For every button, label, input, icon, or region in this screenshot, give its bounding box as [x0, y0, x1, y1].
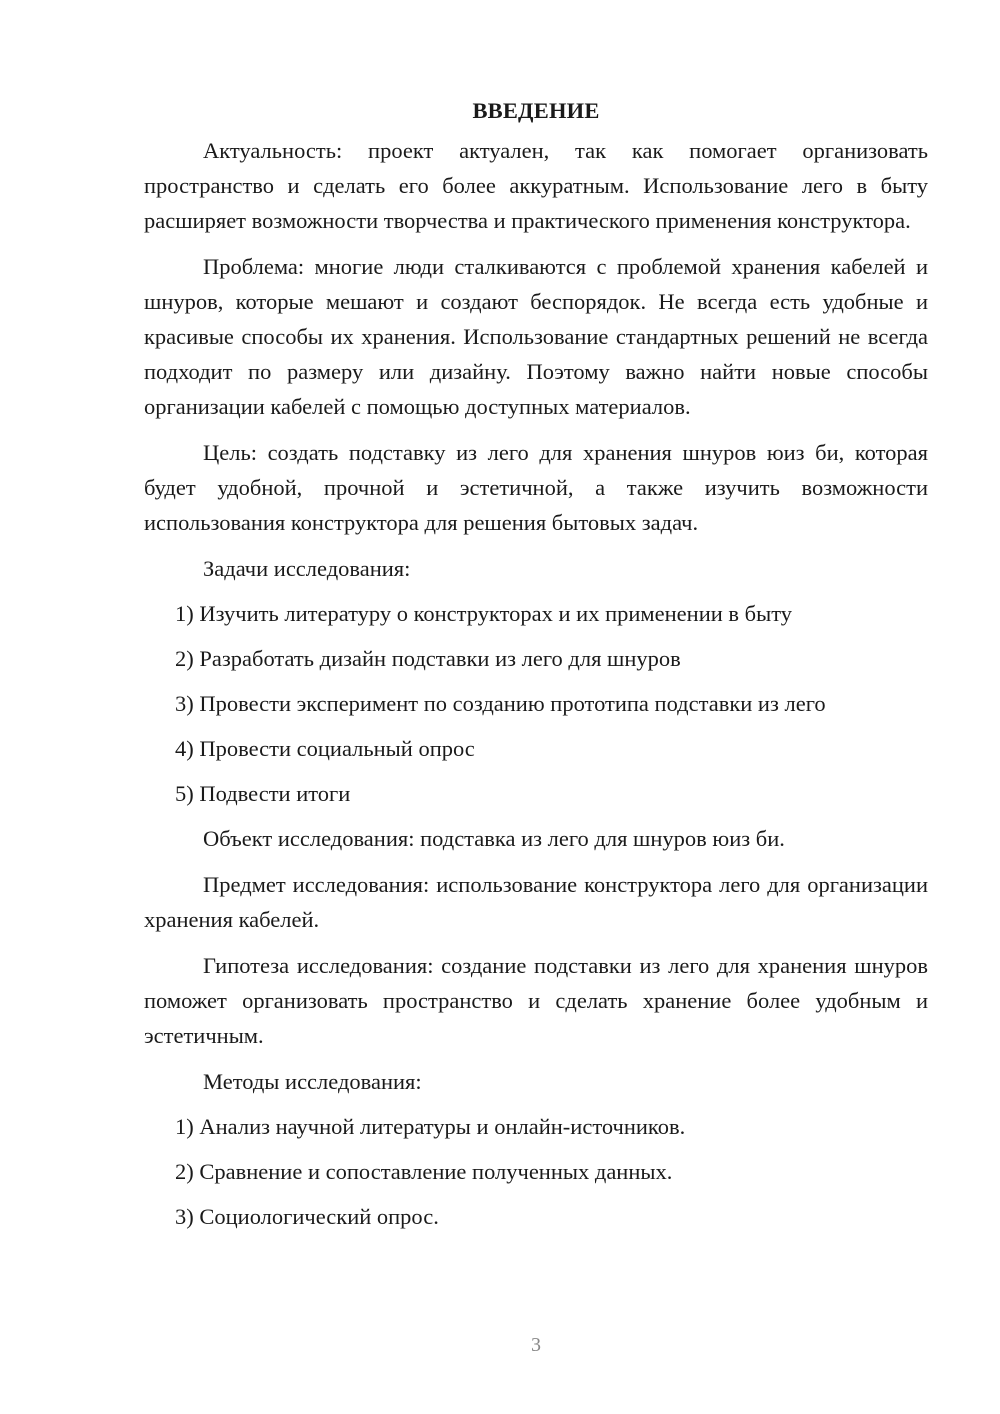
- list-item: 5) Подвести итоги: [175, 781, 351, 806]
- hypothesis-paragraph: Гипотеза исследования: создание подставки из лего для хранения шнуров поможет организовать пространство и сделать хранение более удобным и эстетичным.: [144, 953, 928, 1048]
- document-body: [144, 93, 928, 1244]
- page-number: 3: [531, 1334, 541, 1356]
- list-item: 3) Социологический опрос.: [175, 1204, 439, 1229]
- list-item: 3) Провести эксперимент по созданию прототипа подставки из лего: [175, 691, 826, 716]
- list-item: 2) Разработать дизайн подставки из лего для шнуров: [175, 646, 681, 671]
- list-item: 4) Провести социальный опрос: [175, 736, 475, 761]
- methods-label: Методы исследования:: [203, 1069, 422, 1094]
- goal-paragraph: Цель: создать подставку из лего для хранения шнуров юиз би, которая будет удобной, прочной и эстетичной, а также изучить возможности использования конструктора для решения бытовых задач.: [144, 440, 928, 535]
- problem-paragraph: Проблема: многие люди сталкиваются с проблемой хранения кабелей и шнуров, которые мешают и создают беспорядок. Не всегда есть удобные и красивые способы их хранения. Использование стандартных решений не всегда подходит по размеру или дизайну. Поэтому важно найти новые способы организации кабелей с помощью доступных материалов.: [144, 254, 928, 419]
- relevance-paragraph: Актуальность: проект актуален, так как помогает организовать пространство и сделать его более аккуратным. Использование лего в быту расширяет возможности творчества и практического применения конструктора.: [144, 138, 928, 233]
- methods-list: [144, 1109, 928, 1234]
- subject-paragraph: Предмет исследования: использование конструктора лего для организации хранения кабелей.: [144, 872, 928, 932]
- list-item: 1) Анализ научной литературы и онлайн-источников.: [175, 1114, 686, 1139]
- list-item: 2) Сравнение и сопоставление полученных данных.: [175, 1159, 673, 1184]
- list-item: 1) Изучить литературу о конструкторах и их применении в быту: [175, 601, 793, 626]
- object-paragraph: Объект исследования: подставка из лего для шнуров юиз би.: [203, 826, 785, 851]
- section-heading: ВВЕДЕНИЕ: [472, 98, 600, 123]
- tasks-label: Задачи исследования:: [203, 556, 411, 581]
- tasks-list: [144, 596, 928, 811]
